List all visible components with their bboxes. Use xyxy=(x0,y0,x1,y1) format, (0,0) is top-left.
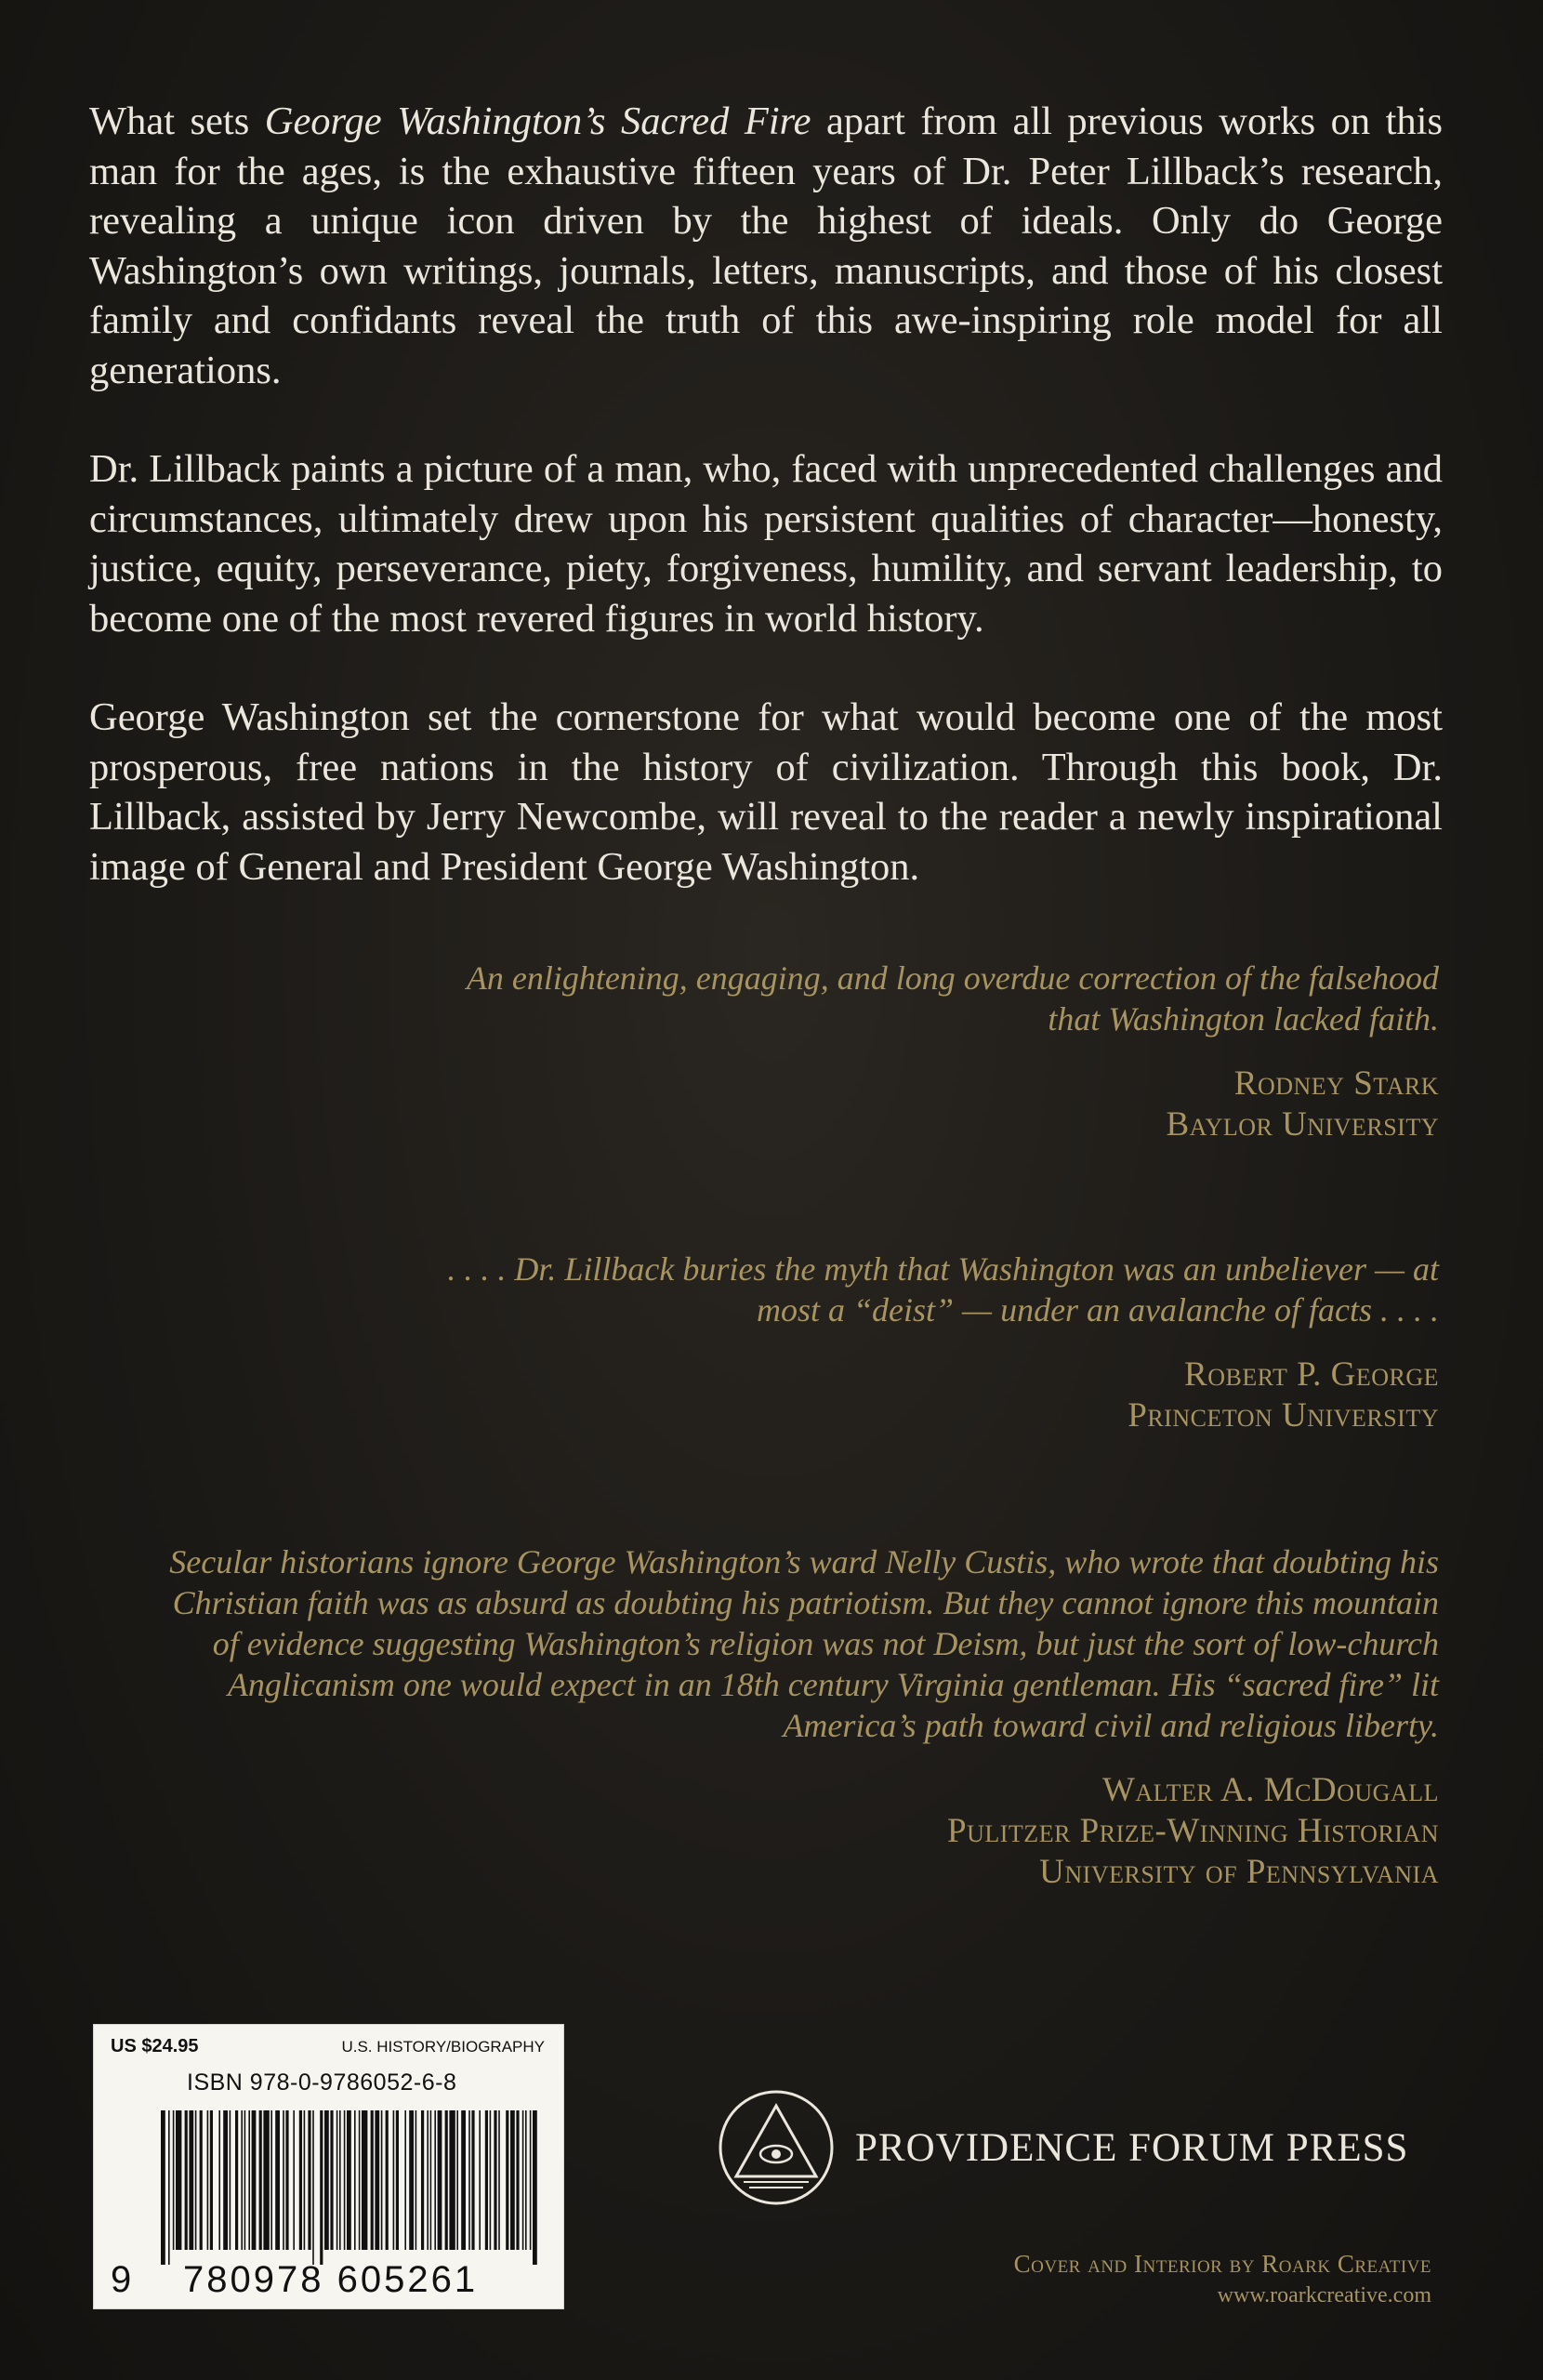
barcode-bar xyxy=(293,2110,295,2250)
barcode-bar xyxy=(312,2110,314,2265)
barcode-bar xyxy=(434,2110,436,2250)
barcode-bar xyxy=(235,2110,238,2250)
description-paragraph-3: George Washington set the cornerstone for what would become one of the most prosperous, free nations in the history of civilization. Through this book, Dr. Lillback, assisted by Jerry Newcombe, will reveal to the reader a newly inspirational image of General and President George Washington. xyxy=(89,695,1443,889)
credits-url: www.roarkcreative.com xyxy=(1217,2283,1431,2307)
barcode-bar xyxy=(522,2110,524,2250)
barcode-bar xyxy=(161,2110,165,2265)
barcode-bar xyxy=(510,2110,515,2250)
barcode-bar xyxy=(468,2110,470,2250)
barcode-bars xyxy=(159,2110,540,2265)
barcode-bar xyxy=(530,2110,532,2250)
barcode-bar xyxy=(195,2110,197,2250)
barcode-bar xyxy=(339,2110,341,2250)
barcode-bar xyxy=(421,2110,424,2250)
barcode-bar xyxy=(324,2110,329,2250)
category-label: U.S. HISTORY/BIOGRAPHY xyxy=(341,2038,545,2056)
barcode-bar xyxy=(252,2110,257,2250)
barcode-bar xyxy=(371,2110,374,2250)
barcode-bar xyxy=(283,2110,284,2250)
endorser-affiliation-2: University of Pennsylvania xyxy=(1039,1853,1439,1891)
endorser-affiliation: Pulitzer Prize-Winning Historian xyxy=(947,1812,1439,1850)
publisher-name: PROVIDENCE FORUM PRESS xyxy=(855,2125,1409,2170)
barcode-bar xyxy=(223,2110,228,2250)
price-label: US $24.95 xyxy=(111,2036,199,2056)
endorser-affiliation: Princeton University xyxy=(1128,1396,1439,1435)
endorsement-quote: Secular historians ignore George Washington’s ward Nelly Custis, who wrote that doubting his Christian faith was as absurd as doubting his patriotism. But they cannot ignore this mountain of evidence suggesting Washington’s religion was not Deism, but just the sort of low-church Anglicanism one would expect in an 18th century Virginia gentleman. His “sacred fire” lit America’s path toward civil and religious liberty. xyxy=(169,1543,1439,1744)
barcode-bar xyxy=(230,2110,231,2250)
barcode-bar xyxy=(200,2110,203,2250)
barcode-bar xyxy=(244,2110,246,2250)
barcode-bar xyxy=(218,2110,220,2250)
barcode-bar xyxy=(304,2110,306,2250)
barcode-bar xyxy=(393,2110,395,2250)
barcode-bar xyxy=(330,2110,333,2250)
barcode-bar xyxy=(375,2110,379,2250)
barcode-digits: 780978 605261 xyxy=(183,2259,479,2300)
eye-of-providence-icon xyxy=(716,2087,837,2208)
barcode-bar xyxy=(168,2110,170,2265)
barcode-bar xyxy=(445,2110,448,2250)
barcode-bar xyxy=(207,2110,209,2250)
barcode-bar xyxy=(189,2110,193,2250)
barcode-bar xyxy=(490,2110,492,2250)
barcode-bar xyxy=(525,2110,527,2250)
barcode-bar xyxy=(173,2110,175,2250)
isbn-label: ISBN 978-0-9786052-6-8 xyxy=(187,2069,457,2096)
barcode-bar xyxy=(176,2110,181,2250)
barcode-bar xyxy=(485,2110,488,2250)
book-title: George Washington’s Sacred Fire xyxy=(264,99,811,143)
barcode-bar xyxy=(386,2110,389,2250)
barcode-bar xyxy=(320,2110,323,2265)
description-paragraph-2: Dr. Lillback paints a picture of a man, who, faced with unprecedented challenges and circumstances, ultimately drew upon his persistent qualities of character—honesty, justice, equity, perseverance, piety, forgiveness, humility, and servant leadership, to become one of the most revered figures in world history. xyxy=(89,447,1443,641)
barcode-bar xyxy=(409,2110,414,2250)
barcode-bar xyxy=(308,2110,310,2250)
barcode-bar xyxy=(415,2110,417,2250)
barcode-bar xyxy=(456,2110,458,2250)
barcode-bar xyxy=(506,2110,508,2250)
credits-line: Cover and Interior by Roark Creative xyxy=(1013,2250,1431,2278)
barcode-bar xyxy=(241,2110,243,2250)
isbn-barcode xyxy=(93,2024,564,2309)
barcode-bar xyxy=(185,2110,188,2250)
design-credits xyxy=(1014,2248,1431,2311)
barcode-bar xyxy=(396,2110,399,2250)
description-text xyxy=(89,97,1443,941)
endorser-name: Robert P. George xyxy=(1184,1355,1439,1394)
barcode-bar xyxy=(362,2110,367,2250)
barcode-bar xyxy=(359,2110,361,2250)
barcode-bar xyxy=(259,2110,262,2250)
barcode-bar xyxy=(347,2110,351,2250)
endorser-name: Rodney Stark xyxy=(1233,1064,1439,1103)
barcode-bar xyxy=(336,2110,338,2250)
endorsement xyxy=(156,1541,1439,1893)
barcode-bar xyxy=(275,2110,280,2250)
barcode-bar xyxy=(263,2110,269,2250)
endorser-name: Walter A. McDougall xyxy=(1101,1771,1439,1809)
endorsement xyxy=(416,958,1439,1145)
barcode-bar xyxy=(270,2110,272,2250)
description-paragraph-1: What sets George Washington’s Sacred Fire apart from all previous works on this man for the ages, is the exhaustive fifteen years of Dr. Peter Lillback’s research, revealing a unique icon driven by the highest of ideals. Only do George Washington’s own writings, journals, letters, manuscripts, and those of his closest family and confidants reveal the truth of this awe-inspiring role model for all generations. xyxy=(89,99,1443,392)
publisher-logo xyxy=(716,2087,1408,2208)
endorsement xyxy=(416,1249,1439,1436)
barcode-bar xyxy=(210,2110,213,2250)
endorsement-quote: An enlightening, engaging, and long overdue correction of the falsehood that Washington lacked faith. xyxy=(466,959,1439,1038)
endorsement-quote: . . . . Dr. Lillback buries the myth that Washington was an unbeliever — at most a “deist” — under an avalanche of facts . . . . xyxy=(447,1250,1439,1329)
barcode-bar xyxy=(438,2110,442,2250)
barcode-bar xyxy=(430,2110,432,2250)
barcode-bar xyxy=(299,2110,302,2250)
barcode-bar xyxy=(498,2110,500,2250)
barcode-bar xyxy=(494,2110,496,2250)
barcode-bar xyxy=(449,2110,455,2250)
barcode-bar xyxy=(471,2110,474,2250)
barcode-bar xyxy=(533,2110,537,2265)
barcode-bar xyxy=(404,2110,406,2250)
endorser-affiliation: Baylor University xyxy=(1166,1105,1439,1144)
barcode-bar xyxy=(354,2110,356,2250)
barcode-bar xyxy=(285,2110,288,2250)
barcode-bar xyxy=(516,2110,519,2250)
barcode-bar xyxy=(479,2110,481,2250)
barcode-leading-digit: 9 xyxy=(111,2259,132,2300)
barcode-bar xyxy=(461,2110,466,2250)
barcode-bar xyxy=(381,2110,383,2250)
barcode-bar xyxy=(427,2110,429,2250)
barcode-bar xyxy=(248,2110,250,2250)
barcode-bar xyxy=(344,2110,346,2250)
